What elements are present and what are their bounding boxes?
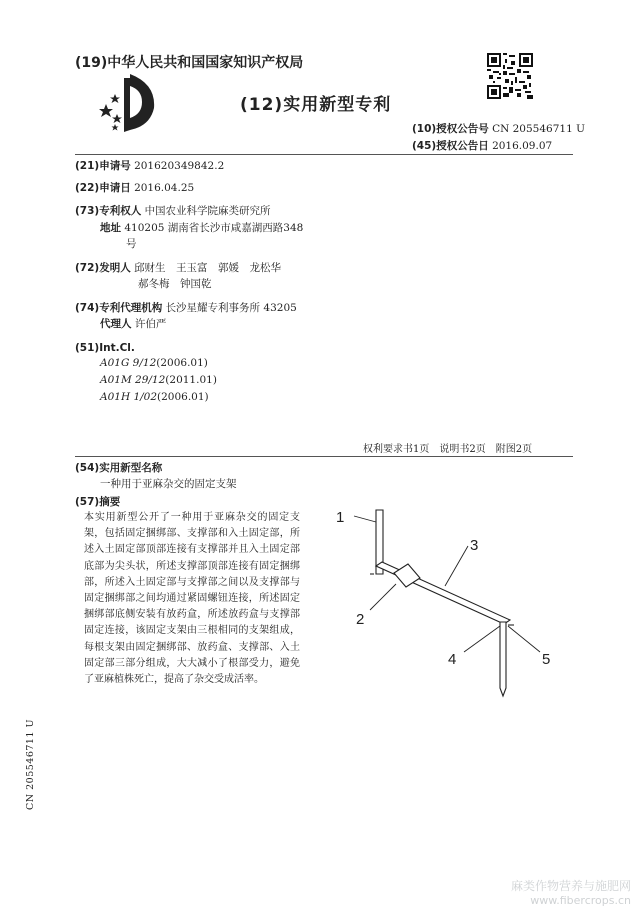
title-label: (54)实用新型名称 — [75, 462, 163, 474]
cnipa-logo — [96, 70, 168, 134]
agency-label: (74)专利代理机构 — [75, 302, 163, 314]
agency-row — [75, 300, 297, 316]
app-date-row — [75, 180, 194, 196]
pub-date-row — [412, 138, 552, 153]
office-name: (19)中华人民共和国国家知识产权局 — [75, 55, 304, 71]
app-number-label: (21)申请号 — [75, 160, 131, 172]
side-publication-number: CN 205546711 U — [25, 718, 36, 810]
app-date: 2016.04.25 — [134, 182, 195, 194]
header-divider — [75, 154, 573, 155]
patentee-row — [75, 203, 271, 219]
abstract-text: 本实用新型公开了一种用于亚麻杂交的固定支架，包括固定捆绑部、支撑部和入土固定部，所述入土固定部顶部连接有支撑部并且入土固定部底部为尖头状，所述支撑部顶部连接有固定捆绑部，所述入土固定部与支撑部之间以及支撑部与固定捆绑部之间均通过紧固螺钮连接，所述固定捆绑部底侧安装有放药盒，所述放药盒与支撑部固定连接，该固定支架由三根相同的支架组成，每根支架由固定捆绑部、放药盒、支撑部、入土固定部三部分组成，大大减小了根部受力，避免了亚麻植株死亡，提高了杂交受成活率。 — [84, 512, 300, 686]
app-number: 201620349842.2 — [134, 160, 225, 172]
pub-number-label: (10)授权公告号 — [412, 123, 489, 135]
invention-title: 一种用于亚麻杂交的固定支架 — [100, 478, 237, 490]
intcl-date: (2011.01) — [165, 374, 217, 386]
watermark-text: 麻类作物营养与施肥网 — [510, 879, 631, 893]
fig-label-5: 5 — [542, 651, 551, 668]
intcl-row — [100, 374, 217, 386]
patentee-label: (73)专利权人 — [75, 205, 142, 217]
app-number-row — [75, 158, 224, 174]
intcl-code: A01G 9/12 — [100, 357, 157, 369]
inventor-row — [75, 260, 281, 276]
agent-row — [100, 316, 166, 332]
fig-label-2: 2 — [356, 611, 365, 628]
inventors-line2: 郝冬梅 钟国乾 — [138, 278, 212, 290]
intcl-label: (51)Int.Cl. — [75, 342, 135, 354]
pub-number: CN 205546711 U — [492, 123, 585, 135]
pub-date: 2016.09.07 — [492, 140, 553, 152]
ground-part — [500, 622, 506, 696]
address-label: 地址 — [100, 222, 121, 234]
watermark-url: www.fibercrops.cn — [530, 894, 631, 907]
address-row — [100, 220, 303, 236]
patent-figure — [330, 500, 570, 710]
agency: 长沙星耀专利事务所 43205 — [165, 302, 297, 314]
inventors: 邱财生 王玉富 郭媛 龙松华 — [134, 262, 282, 274]
patentee: 中国农业科学院麻类研究所 — [144, 205, 271, 217]
intcl-code: A01M 29/12 — [100, 374, 166, 386]
qr-code — [487, 53, 533, 99]
fig-label-3: 3 — [470, 537, 479, 554]
abstract-label: (57)摘要 — [75, 496, 121, 508]
intcl-date: (2006.01) — [156, 357, 208, 369]
address-line2: 号 — [126, 238, 137, 250]
page-count-info: 权利要求书1页 说明书2页 附图2页 — [363, 444, 533, 455]
fig-label-1: 1 — [336, 509, 345, 526]
pub-date-label: (45)授权公告日 — [412, 140, 489, 152]
intcl-code: A01H 1/02 — [100, 391, 158, 403]
intcl-row — [100, 391, 209, 403]
intcl-date: (2006.01) — [157, 391, 209, 403]
intcl-row — [100, 357, 208, 369]
agent-label: 代理人 — [100, 318, 132, 330]
app-date-label: (22)申请日 — [75, 182, 131, 194]
pub-number-row — [412, 121, 585, 136]
fig-label-4: 4 — [448, 651, 457, 668]
inventor-label: (72)发明人 — [75, 262, 131, 274]
address: 410205 湖南省长沙市咸嘉湖西路348 — [124, 222, 304, 234]
agent: 许伯严 — [134, 318, 167, 330]
document-type: (12)实用新型专利 — [240, 95, 392, 115]
section-divider — [75, 456, 573, 457]
